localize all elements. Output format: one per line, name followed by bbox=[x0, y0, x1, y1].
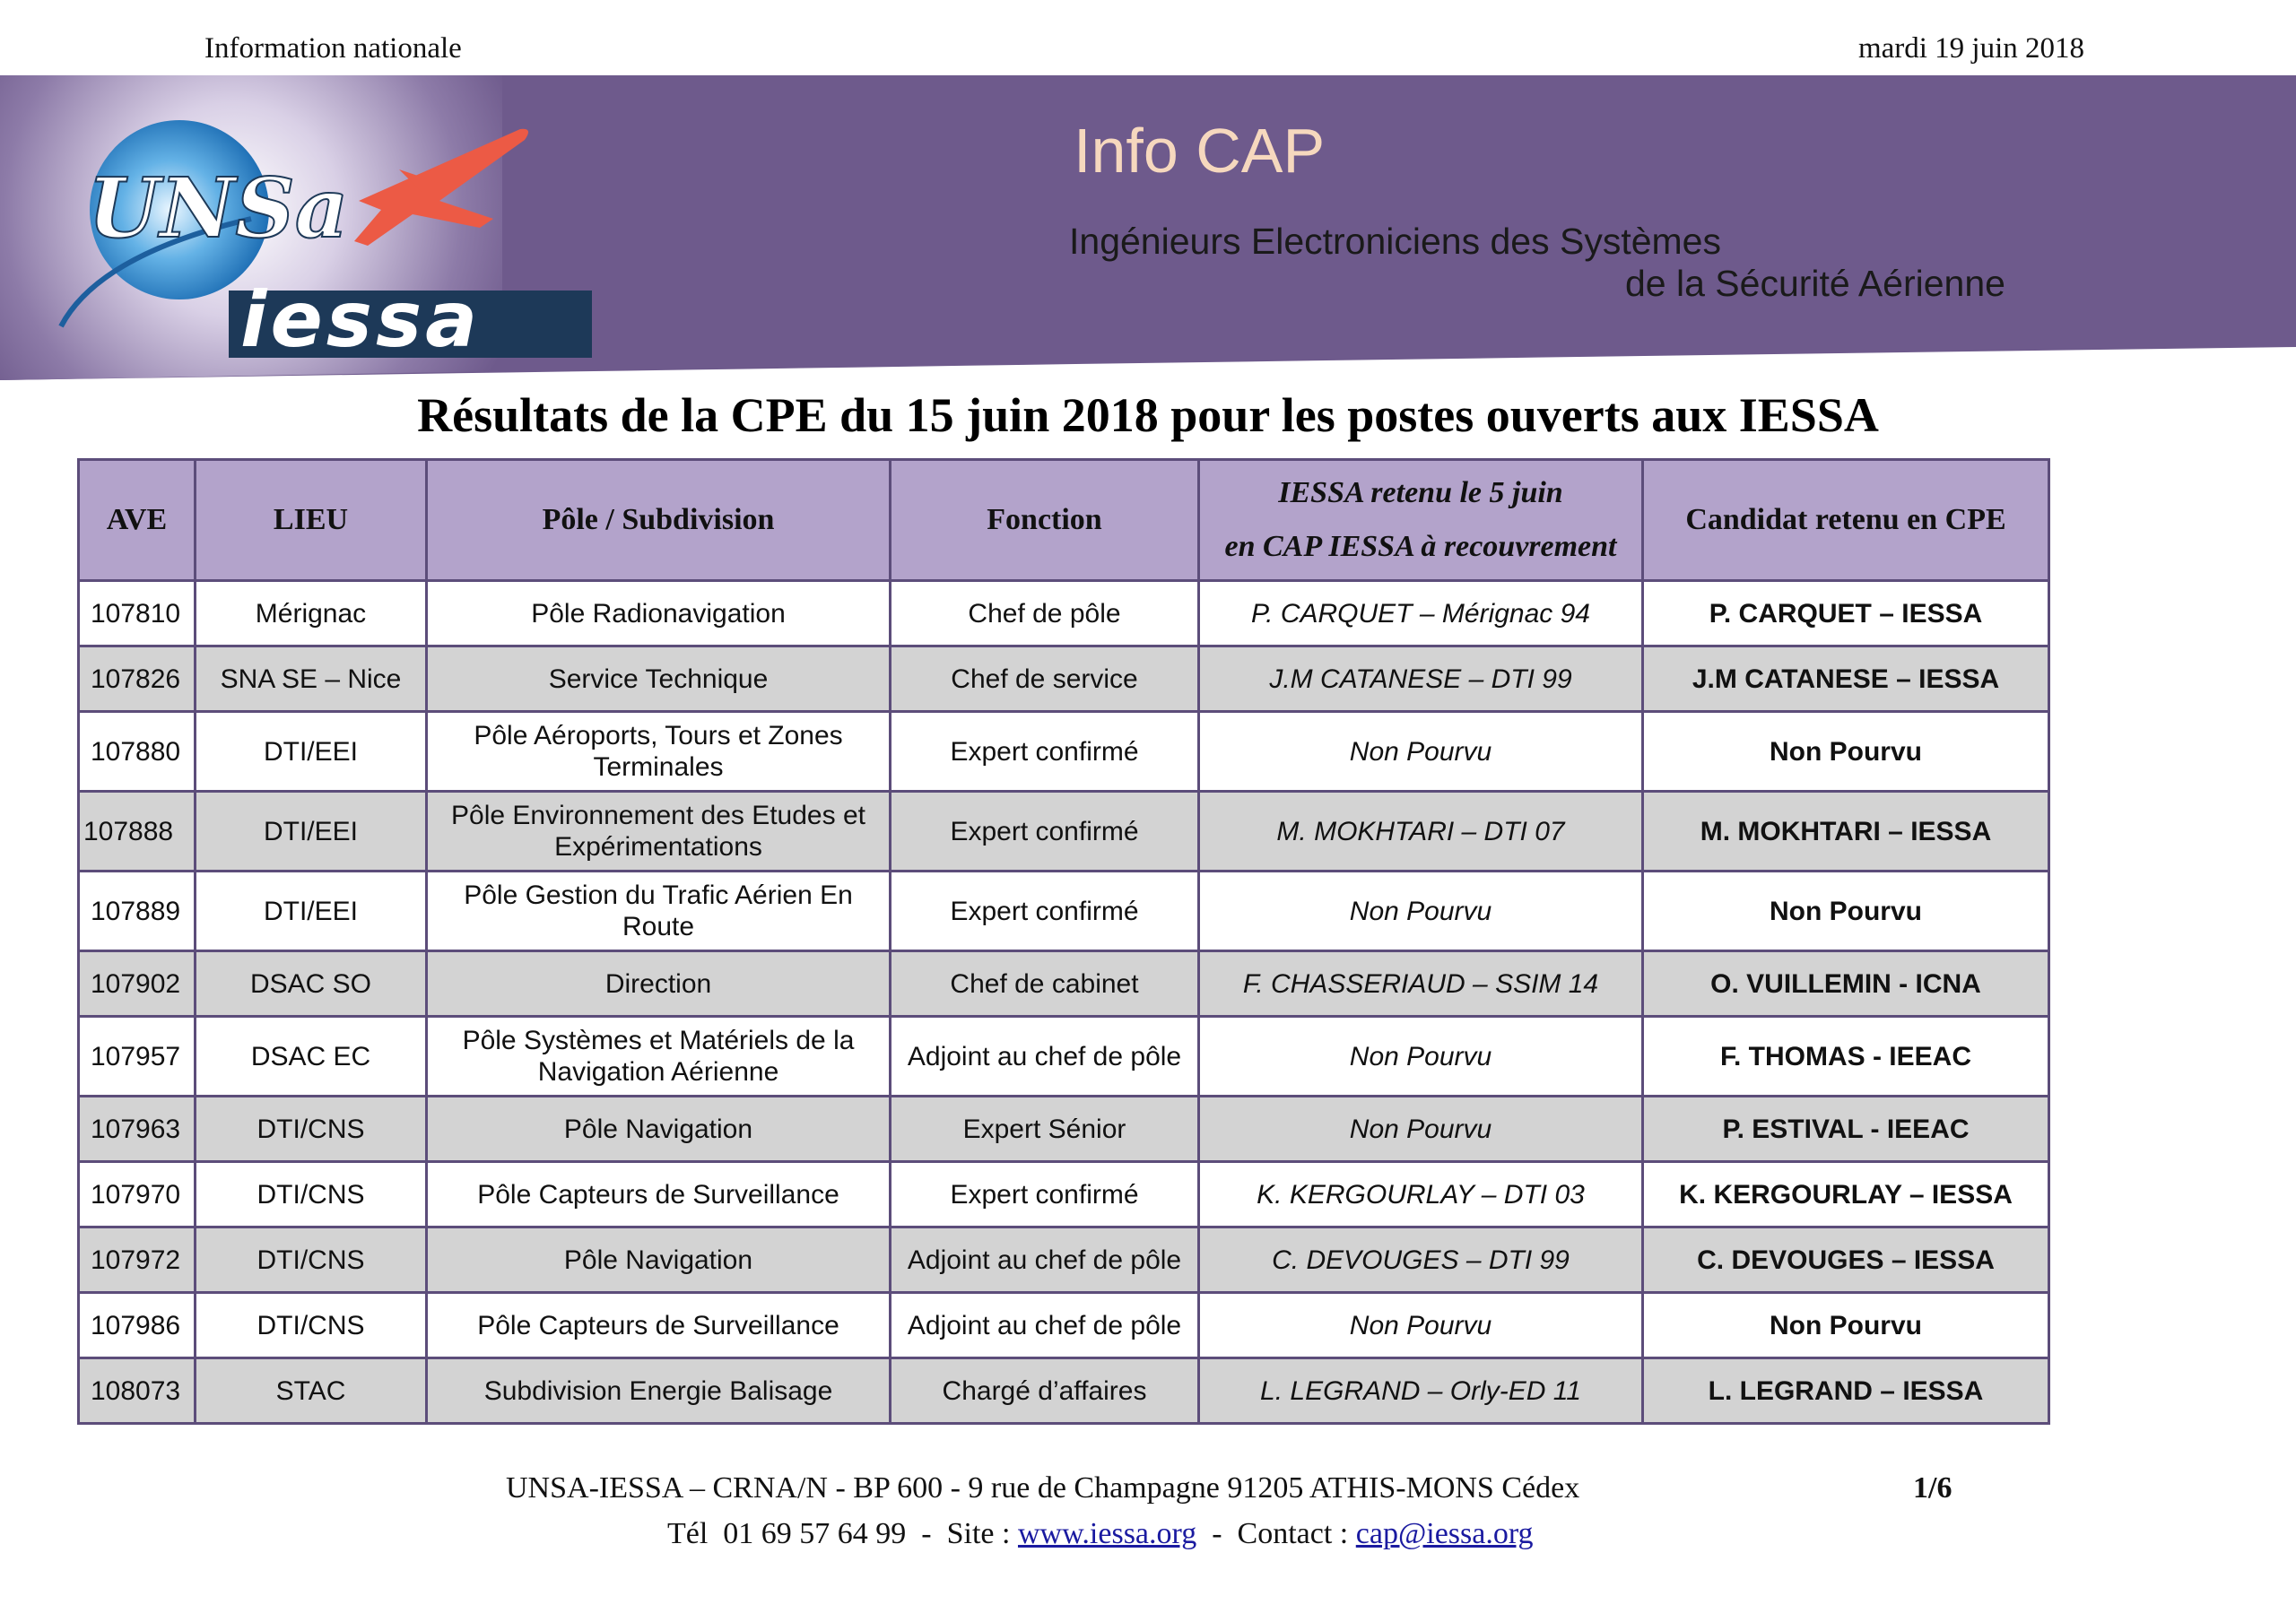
table-row bbox=[79, 1162, 2049, 1227]
table-row bbox=[79, 792, 2049, 872]
cell-candidat: F. THOMAS - IEEAC bbox=[1643, 1017, 2049, 1097]
logo-text: iessa bbox=[240, 275, 482, 365]
email-link[interactable]: cap@iessa.org bbox=[1355, 1517, 1534, 1550]
header-lieu: LIEU bbox=[196, 460, 427, 581]
cell-candidat: Non Pourvu bbox=[1643, 712, 2049, 792]
cell-candidat: C. DEVOUGES – IESSA bbox=[1643, 1227, 2049, 1293]
cell-pole: Pôle Navigation bbox=[427, 1097, 891, 1162]
cell-pole: Direction bbox=[427, 951, 891, 1017]
table-row bbox=[79, 1293, 2049, 1358]
cell-candidat: P. ESTIVAL - IEEAC bbox=[1643, 1097, 2049, 1162]
cell-candidat: J.M CATANESE – IESSA bbox=[1643, 646, 2049, 712]
cell-ave: 107889 bbox=[79, 872, 196, 951]
table-row bbox=[79, 1227, 2049, 1293]
cell-pole: Pôle Capteurs de Surveillance bbox=[427, 1293, 891, 1358]
cell-fonction: Adjoint au chef de pôle bbox=[891, 1293, 1199, 1358]
site-link[interactable]: www.iessa.org bbox=[1017, 1517, 1197, 1550]
results-table bbox=[77, 458, 2050, 1425]
cell-pole: Pôle Environnement des Etudes et Expérimentations bbox=[427, 792, 891, 872]
table-header-row bbox=[79, 460, 2049, 581]
table-row bbox=[79, 872, 2049, 951]
cell-iessa-retenu: C. DEVOUGES – DTI 99 bbox=[1199, 1227, 1643, 1293]
document-title: Résultats de la CPE du 15 juin 2018 pour les postes ouverts aux IESSA bbox=[417, 388, 1879, 442]
cell-ave: 107902 bbox=[79, 951, 196, 1017]
cell-fonction: Expert confirmé bbox=[891, 872, 1199, 951]
cell-lieu: STAC bbox=[196, 1358, 427, 1424]
logo-monogram: UNSa bbox=[88, 160, 349, 256]
cell-candidat: Non Pourvu bbox=[1643, 1293, 2049, 1358]
table-row bbox=[79, 1017, 2049, 1097]
cell-lieu: Mérignac bbox=[196, 581, 427, 646]
airplane-icon bbox=[354, 129, 528, 246]
unsa-iessa-logo bbox=[45, 102, 673, 371]
cell-pole: Subdivision Energie Balisage bbox=[427, 1358, 891, 1424]
cell-iessa-retenu: Non Pourvu bbox=[1199, 872, 1643, 951]
cell-candidat: Non Pourvu bbox=[1643, 872, 2049, 951]
header-iessa-line1: IESSA retenu le 5 juin bbox=[1278, 476, 1563, 509]
cell-lieu: DTI/CNS bbox=[196, 1162, 427, 1227]
banner-subtitle-line2: de la Sécurité Aérienne bbox=[1625, 263, 2005, 304]
table-row bbox=[79, 712, 2049, 792]
cell-iessa-retenu: Non Pourvu bbox=[1199, 1293, 1643, 1358]
header-pole: Pôle / Subdivision bbox=[427, 460, 891, 581]
cell-pole: Pôle Gestion du Trafic Aérien En Route bbox=[427, 872, 891, 951]
cell-ave: 107963 bbox=[79, 1097, 196, 1162]
header-left-text: Information nationale bbox=[204, 32, 462, 65]
cell-fonction: Expert confirmé bbox=[891, 792, 1199, 872]
cell-lieu: DTI/EEI bbox=[196, 872, 427, 951]
cell-pole: Pôle Capteurs de Surveillance bbox=[427, 1162, 891, 1227]
cell-fonction: Expert confirmé bbox=[891, 1162, 1199, 1227]
table-row bbox=[79, 581, 2049, 646]
cell-iessa-retenu: Non Pourvu bbox=[1199, 1017, 1643, 1097]
table-row bbox=[79, 1097, 2049, 1162]
cell-lieu: DTI/CNS bbox=[196, 1293, 427, 1358]
cell-fonction: Expert Sénior bbox=[891, 1097, 1199, 1162]
cell-iessa-retenu: Non Pourvu bbox=[1199, 712, 1643, 792]
cell-lieu: DSAC EC bbox=[196, 1017, 427, 1097]
cell-lieu: DTI/CNS bbox=[196, 1097, 427, 1162]
cell-ave: 107957 bbox=[79, 1017, 196, 1097]
cell-lieu: DSAC SO bbox=[196, 951, 427, 1017]
page-number: 1/6 bbox=[1913, 1471, 1952, 1505]
header-candidat: Candidat retenu en CPE bbox=[1643, 460, 2049, 581]
cell-pole: Pôle Systèmes et Matériels de la Navigation Aérienne bbox=[427, 1017, 891, 1097]
cell-candidat: K. KERGOURLAY – IESSA bbox=[1643, 1162, 2049, 1227]
cell-pole: Pôle Aéroports, Tours et Zones Terminales bbox=[427, 712, 891, 792]
banner-title: Info CAP bbox=[1074, 116, 1326, 186]
cell-candidat: M. MOKHTARI – IESSA bbox=[1643, 792, 2049, 872]
cell-iessa-retenu: M. MOKHTARI – DTI 07 bbox=[1199, 792, 1643, 872]
cell-ave: 107986 bbox=[79, 1293, 196, 1358]
cell-lieu: DTI/CNS bbox=[196, 1227, 427, 1293]
cell-fonction: Chef de service bbox=[891, 646, 1199, 712]
cell-ave: 107880 bbox=[79, 712, 196, 792]
footer-tel: Tél 01 69 57 64 99 - Site : bbox=[667, 1517, 1018, 1550]
cell-iessa-retenu: F. CHASSERIAUD – SSIM 14 bbox=[1199, 951, 1643, 1017]
cell-pole: Pôle Navigation bbox=[427, 1227, 891, 1293]
footer-address: UNSA-IESSA – CRNA/N - BP 600 - 9 rue de Champagne 91205 ATHIS-MONS Cédex bbox=[506, 1471, 1580, 1505]
cell-fonction: Chef de pôle bbox=[891, 581, 1199, 646]
cell-fonction: Chef de cabinet bbox=[891, 951, 1199, 1017]
banner-subtitle-line1: Ingénieurs Electroniciens des Systèmes bbox=[1069, 221, 1721, 262]
header-iessa-retenu bbox=[1199, 460, 1643, 581]
cell-fonction: Adjoint au chef de pôle bbox=[891, 1227, 1199, 1293]
cell-lieu: DTI/EEI bbox=[196, 712, 427, 792]
table-row bbox=[79, 951, 2049, 1017]
cell-ave: 107810 bbox=[79, 581, 196, 646]
cell-candidat: L. LEGRAND – IESSA bbox=[1643, 1358, 2049, 1424]
header-fonction: Fonction bbox=[891, 460, 1199, 581]
table-row bbox=[79, 1358, 2049, 1424]
cell-candidat: P. CARQUET – IESSA bbox=[1643, 581, 2049, 646]
cell-ave: 107970 bbox=[79, 1162, 196, 1227]
footer-contact-label: - Contact : bbox=[1196, 1517, 1356, 1550]
cell-iessa-retenu: K. KERGOURLAY – DTI 03 bbox=[1199, 1162, 1643, 1227]
cell-iessa-retenu: J.M CATANESE – DTI 99 bbox=[1199, 646, 1643, 712]
cell-iessa-retenu: P. CARQUET – Mérignac 94 bbox=[1199, 581, 1643, 646]
cell-candidat: O. VUILLEMIN - ICNA bbox=[1643, 951, 2049, 1017]
header-iessa-line2: en CAP IESSA à recouvrement bbox=[1224, 530, 1617, 563]
cell-lieu: DTI/EEI bbox=[196, 792, 427, 872]
cell-ave: 107826 bbox=[79, 646, 196, 712]
cell-pole: Pôle Radionavigation bbox=[427, 581, 891, 646]
table-row bbox=[79, 646, 2049, 712]
header-ave: AVE bbox=[79, 460, 196, 581]
cell-fonction: Expert confirmé bbox=[891, 712, 1199, 792]
cell-iessa-retenu: Non Pourvu bbox=[1199, 1097, 1643, 1162]
cell-ave: 108073 bbox=[79, 1358, 196, 1424]
cell-pole: Service Technique bbox=[427, 646, 891, 712]
cell-lieu: SNA SE – Nice bbox=[196, 646, 427, 712]
header-date: mardi 19 juin 2018 bbox=[1857, 32, 2084, 65]
cell-ave: 107888 bbox=[79, 792, 196, 872]
cell-iessa-retenu: L. LEGRAND – Orly-ED 11 bbox=[1199, 1358, 1643, 1424]
cell-ave: 107972 bbox=[79, 1227, 196, 1293]
cell-fonction: Adjoint au chef de pôle bbox=[891, 1017, 1199, 1097]
cell-fonction: Chargé d’affaires bbox=[891, 1358, 1199, 1424]
